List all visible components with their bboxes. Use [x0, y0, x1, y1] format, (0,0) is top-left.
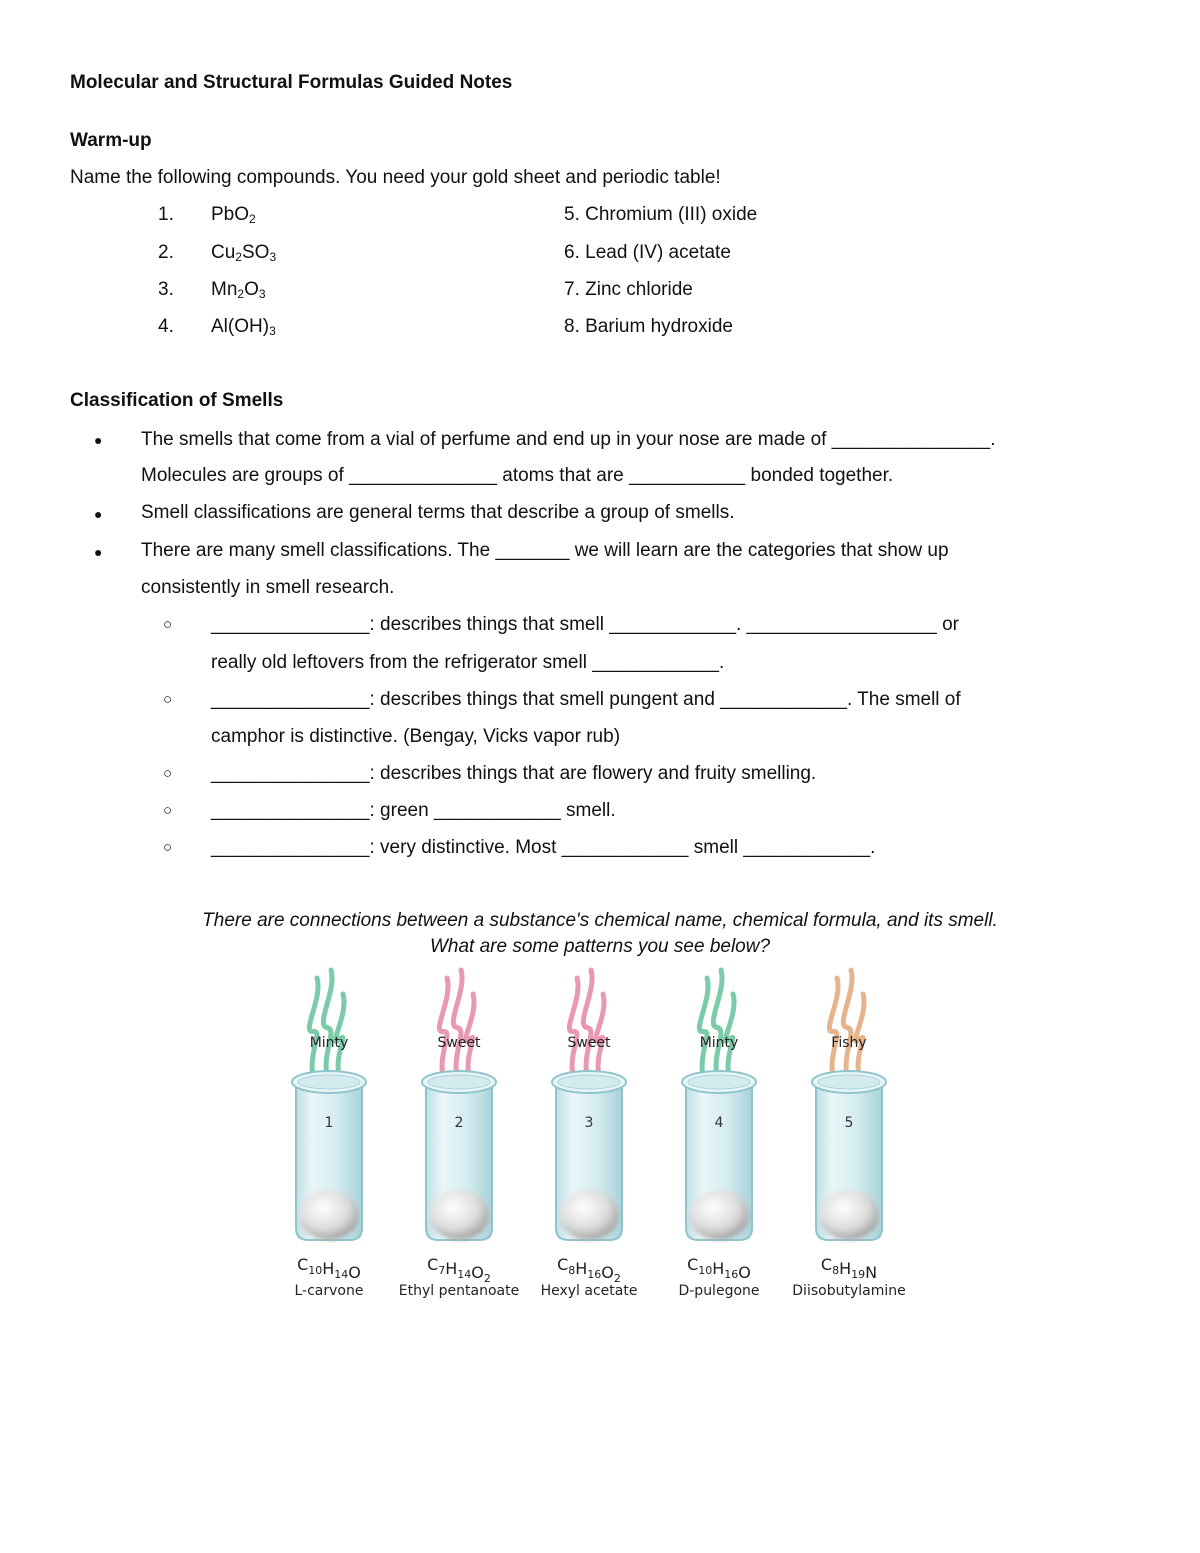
test-tube: [678, 970, 759, 1299]
sub-bullet-icon: ○: [163, 616, 173, 633]
vapor-wisp: [309, 978, 318, 1085]
chemical-formula: $C_7H_{14}O_2$: [427, 1255, 491, 1285]
tube-number: 4: [714, 1115, 724, 1131]
bullet-icon: ●: [94, 432, 103, 448]
formula-2: $Cu_2SO_3$: [211, 242, 277, 264]
sub-bullet-icon: ○: [163, 765, 173, 782]
bullet-text: There are many smell classifications. The _______ we will learn are the categories that show up: [141, 540, 949, 561]
tube-number: 1: [324, 1115, 334, 1131]
vapor-wisp: [713, 970, 722, 1085]
tube-opening: [688, 1075, 750, 1089]
tube-opening: [818, 1075, 880, 1089]
chemical-formula: $C_8H_{19}N$: [820, 1255, 878, 1282]
test-tube: [792, 970, 905, 1299]
bullet-icon: ●: [94, 506, 103, 522]
sub-bullet-text: really old leftovers from the refrigerator smell ____________.: [211, 652, 725, 673]
compound-name-label: Diisobutylamine: [792, 1283, 906, 1299]
vapor-wisp: [829, 978, 838, 1085]
compound-name-label: Hexyl acetate: [540, 1283, 638, 1299]
compound-name: 7. Zinc chloride: [564, 279, 693, 300]
cotton-ball: [299, 1190, 359, 1240]
sub-bullet-icon: ○: [163, 839, 173, 856]
test-tube: [292, 970, 366, 1299]
cotton-ball: [429, 1190, 489, 1240]
formula-3: $Mn_2O_3$: [211, 279, 266, 301]
vapor-wisp: [439, 978, 448, 1085]
vapor-wisp: [583, 970, 592, 1085]
formula-4: $Al(OH)_3$: [211, 316, 276, 338]
cotton-ball: [819, 1190, 879, 1240]
smell-label: Sweet: [567, 1035, 611, 1051]
compound-name: 5. Chromium (III) oxide: [564, 204, 758, 225]
bullet-text: Smell classifications are general terms that describe a group of smells.: [141, 502, 735, 523]
cotton-ball: [689, 1190, 749, 1240]
chemical-formula: $C_8H_{16}O_2$: [557, 1255, 621, 1285]
smell-label: Minty: [309, 1035, 349, 1051]
bullet-text: Molecules are groups of ______________ atoms that are ___________ bonded together.: [141, 465, 894, 486]
sub-bullet-text: _______________: describes things that smell ____________. __________________ or: [211, 614, 959, 635]
test-tube: [541, 970, 638, 1299]
vapor-wisp: [843, 970, 852, 1085]
smell-tubes-figure: [270, 960, 930, 1310]
sub-bullet-icon: ○: [163, 802, 173, 819]
page-title: Molecular and Structural Formulas Guided Notes: [70, 72, 513, 93]
smells-heading: Classification of Smells: [70, 390, 284, 411]
tube-opening: [558, 1075, 620, 1089]
warmup-heading: Warm-up: [70, 130, 152, 151]
chemical-formula: $C_{10}H_{14}O$: [297, 1255, 361, 1282]
smell-label: Minty: [699, 1035, 739, 1051]
test-tube: [399, 970, 519, 1299]
vapor-wisp: [699, 978, 708, 1085]
cotton-ball: [559, 1190, 619, 1240]
vapor-wisp: [569, 978, 578, 1085]
formula-num: 2.: [158, 242, 174, 263]
tube-number: 2: [454, 1115, 464, 1131]
compound-name-label: Ethyl pentanoate: [398, 1283, 520, 1299]
compound-name: 8. Barium hydroxide: [564, 316, 733, 337]
figure-caption-line2: What are some patterns you see below?: [429, 936, 771, 957]
tube-opening: [428, 1075, 490, 1089]
smell-label: Sweet: [437, 1035, 481, 1051]
warmup-instruction: Name the following compounds. You need your gold sheet and periodic table!: [70, 167, 721, 188]
compound-name-label: D-pulegone: [678, 1283, 760, 1299]
tube-number: 5: [844, 1115, 854, 1131]
sub-bullet-text: _______________: describes things that are flowery and fruity smelling.: [211, 763, 817, 784]
compound-name-label: L-carvone: [294, 1283, 364, 1299]
chemical-formula: $C_{10}H_{16}O$: [687, 1255, 751, 1282]
sub-bullet-text: camphor is distinctive. (Bengay, Vicks vapor rub): [211, 726, 621, 747]
formula-1: PbO$_2$: [211, 204, 256, 226]
formula-num: 3.: [158, 279, 174, 300]
compound-name: 6. Lead (IV) acetate: [564, 242, 731, 263]
bullet-text: The smells that come from a vial of perfume and end up in your nose are made of _______________.: [141, 429, 996, 450]
vapor-wisp: [453, 970, 462, 1085]
sub-bullet-icon: ○: [163, 691, 173, 708]
bullet-text: consistently in smell research.: [141, 577, 395, 598]
smell-label: Fishy: [831, 1035, 867, 1051]
formula-num: 4.: [158, 316, 174, 337]
sub-bullet-text: _______________: describes things that smell pungent and ____________. The smell of: [211, 689, 961, 710]
vapor-wisp: [323, 970, 332, 1085]
sub-bullet-text: _______________: very distinctive. Most ____________ smell ____________.: [211, 837, 876, 858]
tube-number: 3: [584, 1115, 594, 1131]
formula-num: 1.: [158, 204, 174, 225]
bullet-icon: ●: [94, 544, 103, 560]
tube-opening: [298, 1075, 360, 1089]
sub-bullet-text: _______________: green ____________ smell.: [211, 800, 616, 821]
figure-caption-line1: There are connections between a substance's chemical name, chemical formula, and its smell.: [202, 910, 998, 931]
